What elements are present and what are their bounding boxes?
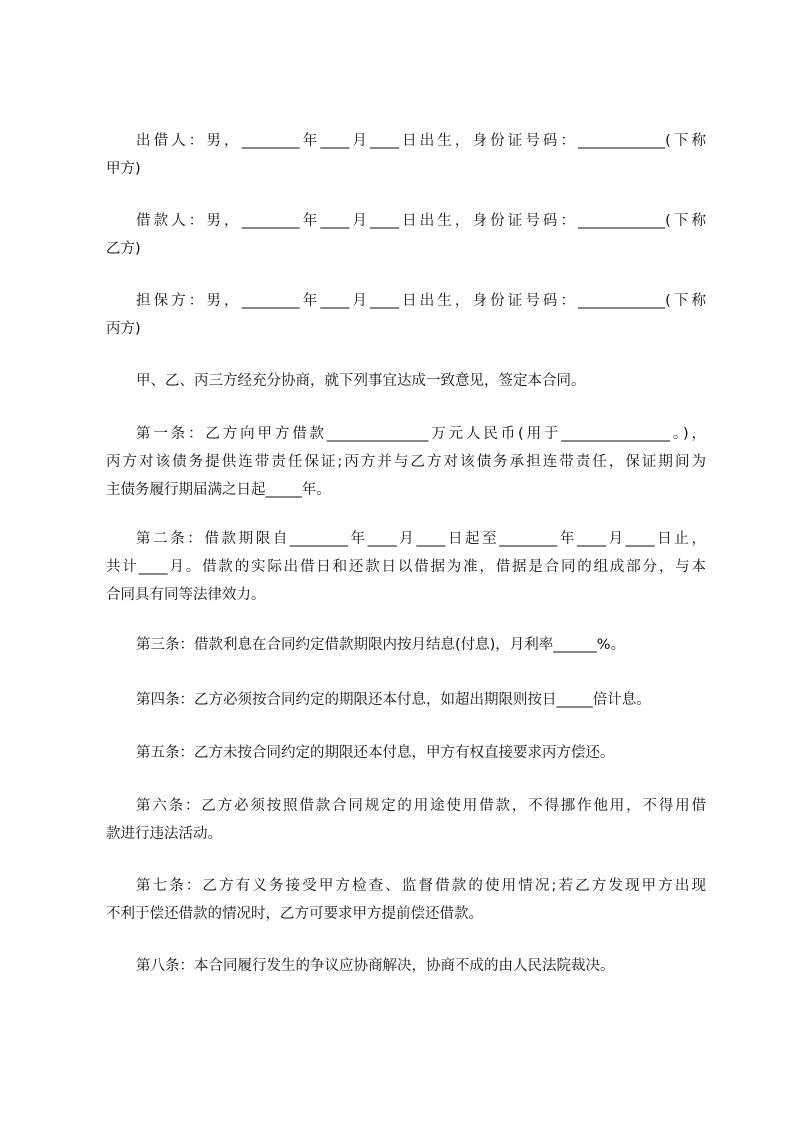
article-6 [106,792,706,848]
article-8 [106,952,706,980]
article-1 [106,420,706,504]
article-2-line2: 共计____月。借款的实际出借日和还款日以借据为准，借据是合同的组成部分，与本 [106,559,706,575]
party-lender-line1: 出借人：男，________年____月____日出生，身份证号码：____________(下称 [136,133,706,149]
article-2-line3: 合同具有同等法律效力。 [106,587,266,603]
article-3 [106,631,706,659]
party-borrower [106,207,706,263]
article-5 [106,739,706,767]
article-7 [106,872,706,928]
preamble-text: 甲、乙、丙三方经充分协商，就下列事宜达成一致意见，签定本合同。 [136,373,586,389]
party-guarantor-line2: 丙方) [106,321,141,337]
article-8-line1: 第八条：本合同履行发生的争议应协商解决，协商不成的由人民法院裁决。 [136,958,615,974]
article-4-line1: 第四条：乙方必须按合同约定的期限还本付息，如超出期限则按日_____倍计息。 [136,692,651,708]
party-guarantor-line1: 担保方：男，________年____月____日出生，身份证号码：____________(下称 [136,293,706,309]
article-6-line1: 第六条：乙方必须按照借款合同规定的用途使用借款，不得挪作他用，不得用借 [136,798,706,814]
article-4 [106,686,706,714]
party-borrower-line1: 借款人：男，________年____月____日出生，身份证号码：____________(下称 [136,213,706,229]
article-3-line1: 第三条：借款利息在合同约定借款期限内按月结息(付息)，月利率______%。 [136,637,626,653]
article-2-line1: 第二条：借款期限自________年____月____日起至________年____月____日止， [136,531,706,547]
party-lender [106,127,706,183]
article-1-line2: 丙方对该债务提供连带责任保证;丙方并与乙方对该债务承担连带责任，保证期间为 [106,454,706,470]
article-2 [106,525,706,609]
article-7-line1: 第七条：乙方有义务接受甲方检查、监督借款的使用情况;若乙方发现甲方出现 [136,878,706,894]
party-borrower-line2: 乙方) [106,241,141,257]
party-guarantor [106,287,706,343]
article-1-line3: 主债务履行期届满之日起_____年。 [106,482,331,498]
preamble [106,367,706,395]
party-lender-line2: 甲方) [106,161,141,177]
article-1-line1: 第一条：乙方向甲方借款______________万元人民币(用于_______________。)， [136,426,706,442]
article-5-line1: 第五条：乙方未按合同约定的期限还本付息，甲方有权直接要求丙方偿还。 [136,745,615,761]
article-6-line2: 款进行违法活动。 [106,826,222,842]
article-7-line2: 不利于偿还借款的情况时，乙方可要求甲方提前偿还借款。 [106,906,483,922]
